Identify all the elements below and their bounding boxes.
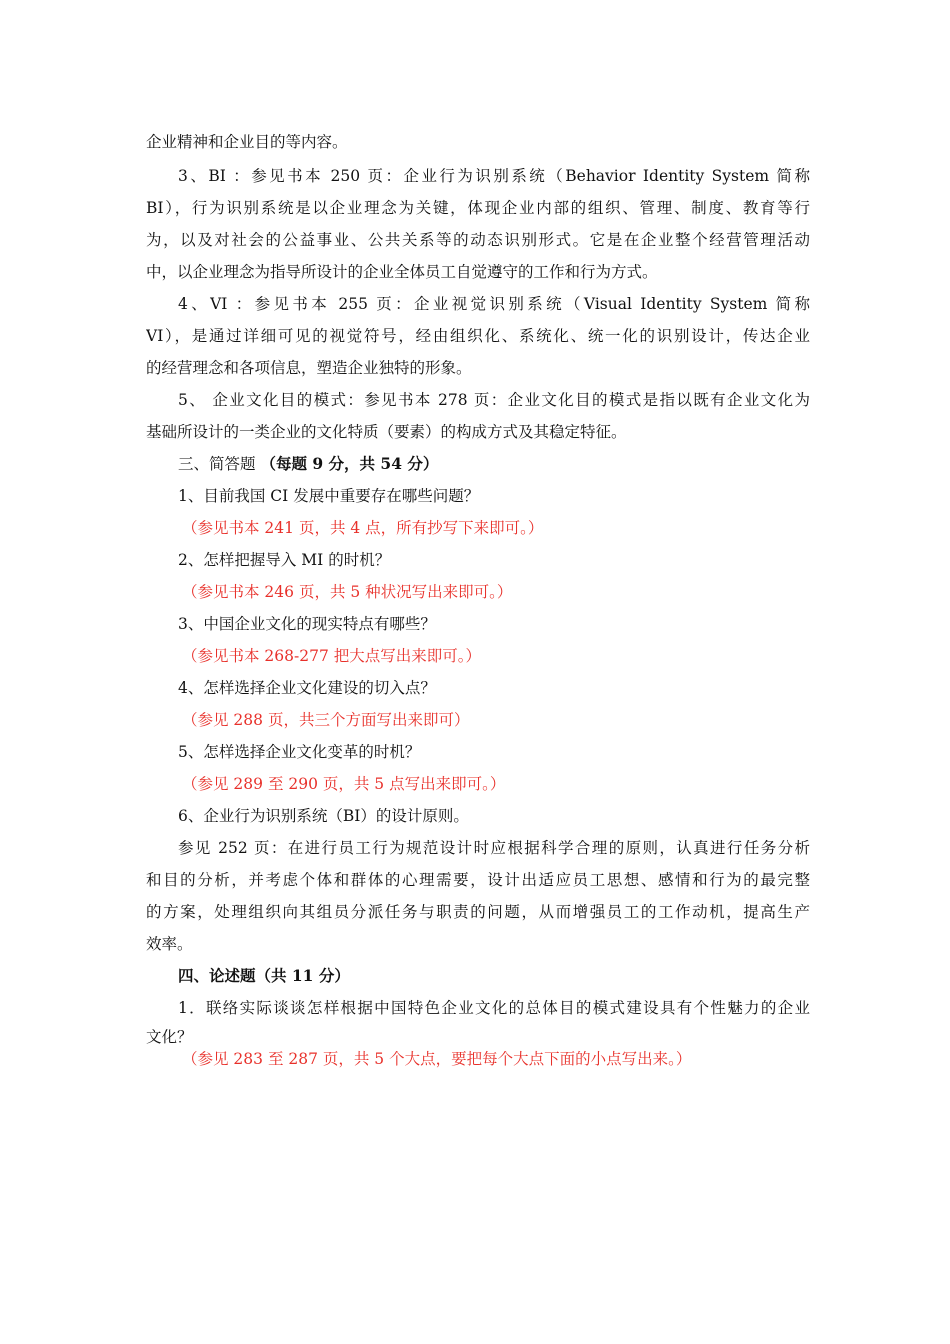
section-heading-short-answer <box>178 453 810 475</box>
question-1: 1、目前我国 CI 发展中重要存在哪些问题？ <box>178 487 480 505</box>
text-line: 中，以企业理念为指导所设计的企业全体员工自觉遵守的工作和行为方式。 <box>146 263 658 281</box>
answer-hint-3: （参见书本 268-277 把大点写出来即可。） <box>182 647 482 665</box>
question-2: 2、怎样把握导入 MI 的时机？ <box>178 551 391 569</box>
essay-question-line: 1．联络实际谈谈怎样根据中国特色企业文化的总体目的模式建设具有个性魅力的企业 <box>178 999 810 1017</box>
answer-6-line: 的方案，处理组织向其组员分派任务与职责的问题，从而增强员工的工作动机，提高生产 <box>146 903 810 921</box>
question-6: 6、企业行为识别系统（BI）的设计原则。 <box>178 807 469 825</box>
section-title: 三、简答题 <box>178 455 261 473</box>
answer-6-line: 和目的分析，并考虑个体和群体的心理需要，设计出适应员工思想、感情和行为的最完整 <box>146 871 810 889</box>
text-line: 的经营理念和各项信息，塑造企业独特的形象。 <box>146 359 472 377</box>
answer-hint-2: （参见书本 246 页，共 5 种状况写出来即可。） <box>182 583 513 601</box>
essay-question-line: 文化？ <box>146 1028 193 1046</box>
section-score: （每题 9 分，共 54 分） <box>260 454 439 473</box>
answer-hint-5: （参见 289 至 290 页，共 5 点写出来即可。） <box>182 775 506 793</box>
question-5: 5、怎样选择企业文化变革的时机？ <box>178 743 421 761</box>
section-heading-essay: 四、论述题（共 11 分） <box>178 966 350 985</box>
question-4: 4、怎样选择企业文化建设的切入点？ <box>178 679 436 697</box>
text-line-vi-definition: 4、VI ：参见书本 255 页：企业视觉识别系统（Visual Identity System 简称 <box>178 295 810 313</box>
text-line-bi-definition: 3、BI ：参见书本 250 页：企业行为识别系统（Behavior Identity System 简称 <box>178 167 810 185</box>
text-line: 企业精神和企业目的等内容。 <box>146 133 348 151</box>
answer-hint-4: （参见 288 页，共三个方面写出来即可） <box>182 711 470 729</box>
answer-6-line: 参见 252 页：在进行员工行为规范设计时应根据科学合理的原则，认真进行任务分析 <box>178 839 810 857</box>
question-3: 3、中国企业文化的现实特点有哪些？ <box>178 615 436 633</box>
text-line: 为，以及对社会的公益事业、公共关系等的动态识别形式。它是在企业整个经营管理活动 <box>146 231 810 249</box>
answer-6-line: 效率。 <box>146 935 193 953</box>
text-line: BI），行为识别系统是以企业理念为关键，体现企业内部的组织、管理、制度、教育等行 <box>146 199 810 217</box>
text-line: VI），是通过详细可见的视觉符号，经由组织化、系统化、统一化的识别设计，传达企业 <box>146 327 810 345</box>
answer-hint-1: （参见书本 241 页，共 4 点，所有抄写下来即可。） <box>182 519 544 537</box>
text-line-culture-model: 5、 企业文化目的模式：参见书本 278 页：企业文化目的模式是指以既有企业文化为 <box>178 391 810 409</box>
essay-answer-hint: （参见 283 至 287 页，共 5 个大点，要把每个大点下面的小点写出来。） <box>182 1050 692 1068</box>
text-line: 基础所设计的一类企业的文化特质（要素）的构成方式及其稳定特征。 <box>146 423 627 441</box>
